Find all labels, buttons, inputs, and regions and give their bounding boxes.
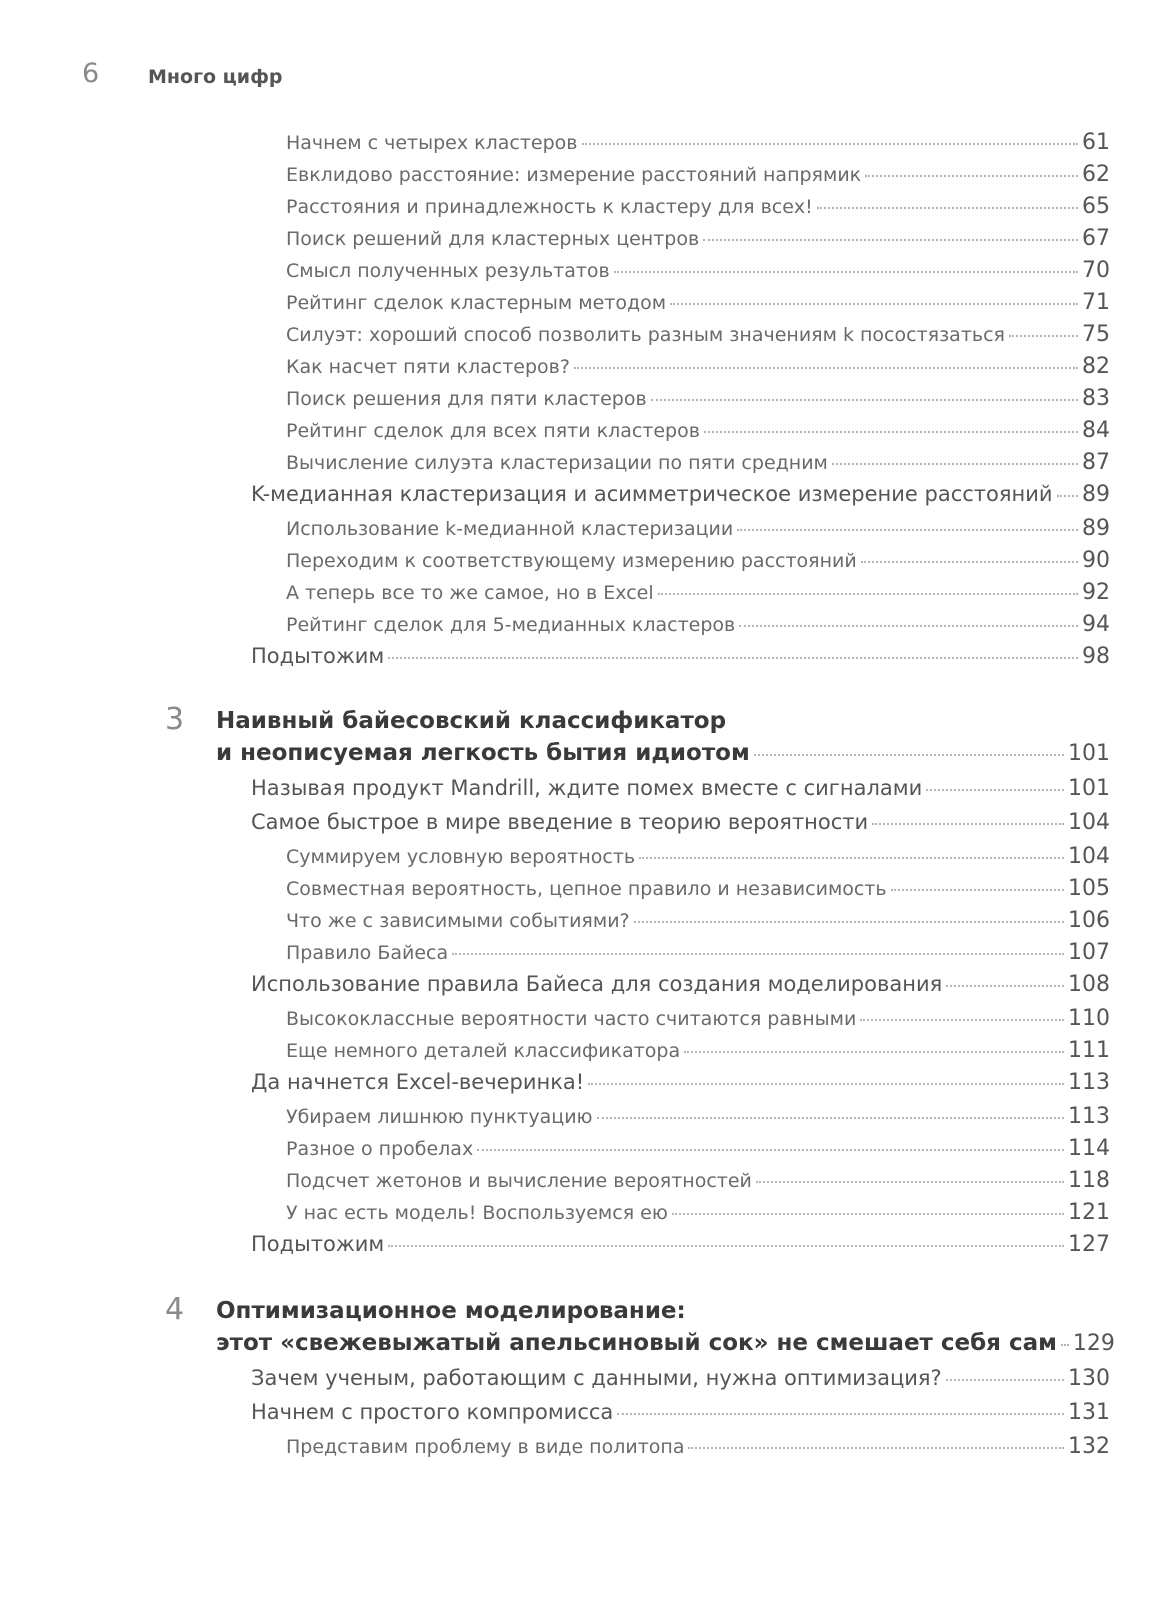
toc-entry-page: 75 <box>1082 322 1110 347</box>
chapter-page: 101 <box>1068 741 1110 766</box>
toc-entry-title: Рейтинг сделок для 5-медианных кластеров <box>286 614 736 636</box>
toc-entry-page: 104 <box>1068 810 1110 835</box>
toc-entry-page: 70 <box>1082 258 1110 283</box>
toc-entry[interactable] <box>286 226 1110 251</box>
toc-entry-page: 118 <box>1068 1168 1110 1193</box>
chapter-title-row[interactable] <box>216 740 1110 766</box>
toc-entry-page: 121 <box>1068 1200 1110 1225</box>
toc-entry-page: 107 <box>1068 940 1110 965</box>
toc-entry-page: 82 <box>1082 354 1110 379</box>
toc-entry[interactable] <box>286 548 1110 573</box>
dot-leader <box>574 367 1078 369</box>
dot-leader <box>926 789 1064 791</box>
dot-leader <box>1061 1344 1069 1346</box>
toc-section-title: Самое быстрое в мире введение в теорию вероятности <box>251 810 869 834</box>
toc-entry[interactable] <box>286 1038 1110 1063</box>
toc-section[interactable] <box>251 972 1110 997</box>
dot-leader <box>597 1117 1064 1119</box>
toc-entry[interactable] <box>286 580 1110 605</box>
toc-entry[interactable] <box>286 1434 1110 1459</box>
toc-entry-page: 113 <box>1068 1070 1110 1095</box>
dot-leader <box>684 1051 1064 1053</box>
dot-leader <box>658 593 1078 595</box>
toc-entry-title: Поиск решения для пяти кластеров <box>286 388 647 410</box>
toc-entry[interactable] <box>286 1168 1110 1193</box>
toc-entry[interactable] <box>286 612 1110 637</box>
toc-entry-page: 90 <box>1082 548 1110 573</box>
chapter-title: этот «свежевыжатый апельсиновый сок» не смешает себя сам <box>216 1330 1057 1356</box>
toc-entry-title: Еще немного деталей классификатора <box>286 1040 681 1062</box>
dot-leader <box>860 1019 1064 1021</box>
dot-leader <box>817 207 1078 209</box>
toc-section[interactable] <box>251 644 1110 669</box>
toc-section-title: Подытожим <box>251 644 385 668</box>
toc-entry[interactable] <box>286 1136 1110 1161</box>
dot-leader <box>754 754 1064 756</box>
dot-leader <box>891 889 1064 891</box>
dot-leader <box>1009 335 1078 337</box>
toc-entry-title: Подсчет жетонов и вычисление вероятностей <box>286 1170 752 1192</box>
dot-leader <box>946 1379 1064 1381</box>
toc-entry-page: 94 <box>1082 612 1110 637</box>
toc-entry-title: У нас есть модель! Воспользуемся ею <box>286 1202 668 1224</box>
chapter-title: и неописуемая легкость бытия идиотом <box>216 740 750 766</box>
toc-entry-title: Разное о пробелах <box>286 1138 474 1160</box>
toc-entry[interactable] <box>286 1104 1110 1129</box>
toc-entry[interactable] <box>286 354 1110 379</box>
toc-entry-page: 106 <box>1068 908 1110 933</box>
dot-leader <box>832 463 1078 465</box>
toc-entry-page: 114 <box>1068 1136 1110 1161</box>
toc-entry-page: 105 <box>1068 876 1110 901</box>
toc-entry[interactable] <box>286 194 1110 219</box>
toc-entry-title: Как насчет пяти кластеров? <box>286 356 570 378</box>
toc-entry-page: 108 <box>1068 972 1110 997</box>
dot-leader <box>639 857 1064 859</box>
running-title: Много цифр <box>148 66 283 88</box>
toc-entry[interactable] <box>286 258 1110 283</box>
chapter-number: 4 <box>165 1292 185 1327</box>
toc-section[interactable] <box>251 1232 1110 1257</box>
toc-entry-page: 89 <box>1082 516 1110 541</box>
dot-leader <box>1057 495 1078 497</box>
toc-entry-page: 92 <box>1082 580 1110 605</box>
toc-entry-page: 84 <box>1082 418 1110 443</box>
dot-leader <box>861 561 1078 563</box>
dot-leader <box>388 1245 1064 1247</box>
toc-entry-page: 71 <box>1082 290 1110 315</box>
dot-leader <box>704 431 1078 433</box>
toc-entry-page: 104 <box>1068 844 1110 869</box>
toc-entry-page: 110 <box>1068 1006 1110 1031</box>
toc-entry-title: Представим проблему в виде политопа <box>286 1436 685 1458</box>
toc-entry-title: Суммируем условную вероятность <box>286 846 636 868</box>
toc-entry-page: 62 <box>1082 162 1110 187</box>
dot-leader <box>688 1447 1064 1449</box>
dot-leader <box>737 529 1078 531</box>
toc-section-title: Зачем ученым, работающим с данными, нужна оптимизация? <box>251 1366 942 1390</box>
toc-entry-title: Использование k-медианной кластеризации <box>286 518 734 540</box>
toc-entry-title: Что же с зависимыми событиями? <box>286 910 630 932</box>
toc-section[interactable] <box>251 776 1110 801</box>
toc-entry-page: 111 <box>1068 1038 1110 1063</box>
toc-entry-title: Высококлассные вероятности часто считаются равными <box>286 1008 857 1030</box>
page-number: 6 <box>82 58 100 89</box>
dot-leader <box>865 175 1078 177</box>
toc-entry-page: 130 <box>1068 1366 1110 1391</box>
toc-entry[interactable] <box>286 1200 1110 1225</box>
toc-section[interactable] <box>251 1366 1110 1391</box>
toc-entry-page: 65 <box>1082 194 1110 219</box>
toc-entry-title: Смысл полученных результатов <box>286 260 610 282</box>
toc-section[interactable] <box>251 482 1110 507</box>
dot-leader <box>588 1083 1064 1085</box>
toc-entry-title: Рейтинг сделок для всех пяти кластеров <box>286 420 700 442</box>
toc-entry[interactable] <box>286 844 1110 869</box>
toc-entry[interactable] <box>286 940 1110 965</box>
dot-leader <box>614 271 1078 273</box>
toc-entry[interactable] <box>286 908 1110 933</box>
toc-section[interactable] <box>251 1070 1110 1095</box>
toc-entry-page: 131 <box>1068 1400 1110 1425</box>
toc-entry-title: Вычисление силуэта кластеризации по пяти средним <box>286 452 828 474</box>
chapter-title[interactable]: Оптимизационное моделирование: <box>216 1298 686 1324</box>
toc-entry[interactable] <box>286 162 1110 187</box>
dot-leader <box>617 1413 1064 1415</box>
dot-leader <box>477 1149 1064 1151</box>
toc-entry-title: Совместная вероятность, цепное правило и независимость <box>286 878 887 900</box>
toc-section-title: K-медианная кластеризация и асимметрическое измерение расстояний <box>251 482 1053 506</box>
toc-entry-page: 98 <box>1082 644 1110 669</box>
dot-leader <box>388 657 1078 659</box>
dot-leader <box>634 921 1064 923</box>
toc-entry[interactable] <box>286 418 1110 443</box>
toc-entry-title: Правило Байеса <box>286 942 449 964</box>
toc-entry-title: А теперь все то же самое, но в Excel <box>286 582 654 604</box>
toc-entry[interactable] <box>286 876 1110 901</box>
toc-entry-page: 83 <box>1082 386 1110 411</box>
chapter-page: 129 <box>1072 1331 1115 1356</box>
toc-section-title: Начнем с простого компромисса <box>251 1400 614 1424</box>
toc-entry[interactable] <box>286 1006 1110 1031</box>
chapter-title[interactable]: Наивный байесовский классификатор <box>216 708 727 734</box>
toc-entry[interactable] <box>286 450 1110 475</box>
toc-entry-page: 89 <box>1082 482 1110 507</box>
toc-section[interactable] <box>251 1400 1110 1425</box>
toc-entry-title: Убираем лишнюю пунктуацию <box>286 1106 593 1128</box>
chapter-number: 3 <box>165 702 185 737</box>
toc-entry[interactable] <box>286 386 1110 411</box>
dot-leader <box>672 1213 1064 1215</box>
chapter-title-row[interactable] <box>216 1330 1115 1356</box>
dot-leader <box>670 303 1078 305</box>
dot-leader <box>756 1181 1064 1183</box>
toc-entry-title: Рейтинг сделок кластерным методом <box>286 292 667 314</box>
toc-entry[interactable] <box>286 322 1110 347</box>
dot-leader <box>651 399 1078 401</box>
dot-leader <box>739 625 1078 627</box>
toc-section-title: Подытожим <box>251 1232 385 1256</box>
dot-leader <box>872 823 1064 825</box>
dot-leader <box>452 953 1064 955</box>
toc-section-title: Да начнется Excel-вечеринка! <box>251 1070 585 1094</box>
toc-entry-title: Поиск решений для кластерных центров <box>286 228 700 250</box>
toc-entry-page: 113 <box>1068 1104 1110 1129</box>
toc-section-title: Использование правила Байеса для создания моделирования <box>251 972 943 996</box>
dot-leader <box>946 985 1064 987</box>
toc-entry-title: Евклидово расстояние: измерение расстояний напрямик <box>286 164 862 186</box>
toc-entry-page: 127 <box>1068 1232 1110 1257</box>
toc-entry[interactable] <box>286 290 1110 315</box>
toc-section[interactable] <box>251 810 1110 835</box>
toc-entry-title: Расстояния и принадлежность к кластеру для всех! <box>286 196 813 218</box>
toc-section-title: Называя продукт Mandrill, ждите помех вместе с сигналами <box>251 776 923 800</box>
dot-leader <box>703 239 1078 241</box>
toc-entry[interactable] <box>286 130 1110 155</box>
toc-entry-title: Переходим к соответствующему измерению расстояний <box>286 550 857 572</box>
toc-entry-page: 132 <box>1068 1434 1110 1459</box>
toc-entry-page: 67 <box>1082 226 1110 251</box>
toc-entry-page: 101 <box>1068 776 1110 801</box>
toc-entry[interactable] <box>286 516 1110 541</box>
toc-entry-title: Начнем с четырех кластеров <box>286 132 578 154</box>
dot-leader <box>582 143 1079 145</box>
toc-entry-page: 61 <box>1082 130 1110 155</box>
toc-entry-page: 87 <box>1082 450 1110 475</box>
toc-entry-title: Силуэт: хороший способ позволить разным значениям k посостязаться <box>286 324 1005 346</box>
